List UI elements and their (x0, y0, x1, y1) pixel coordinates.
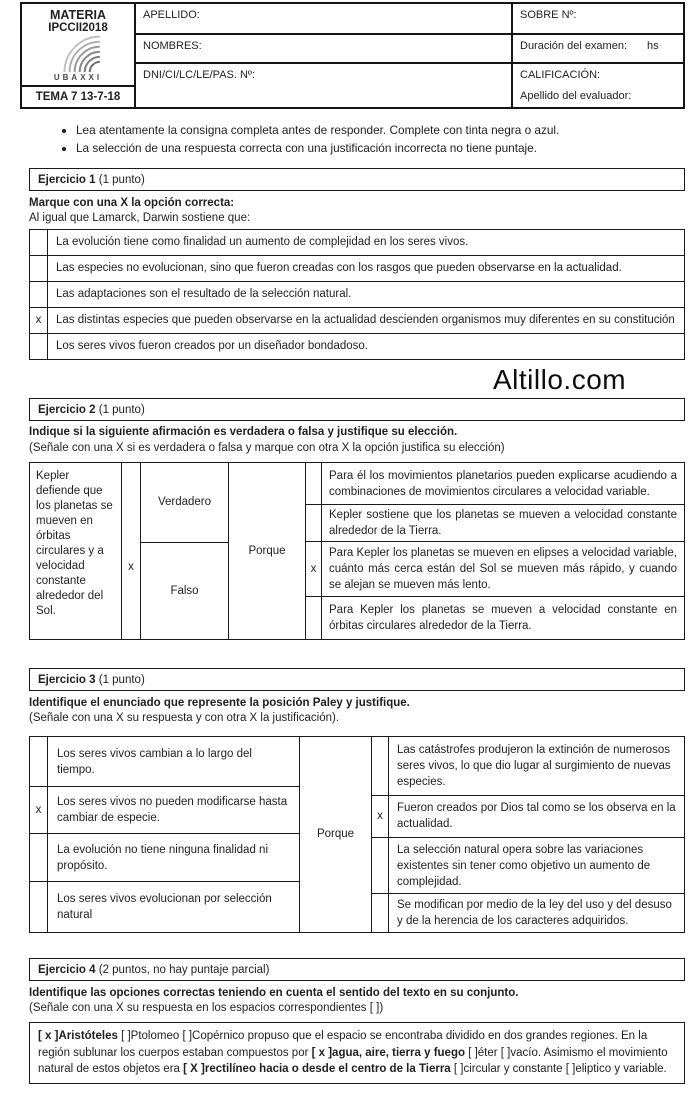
statement-mark-cell (30, 882, 48, 932)
ejercicio1-points: (1 punto) (95, 174, 145, 186)
fill-segment: [ ]éter [ ]vacío. Asimismo el movimiento natural de estos objetos era (38, 1046, 668, 1075)
duracion-unit: hs (647, 40, 659, 52)
instruction-item: • La selección de una respuesta correcta con una justificación incorrecta no tiene puntaje. (76, 140, 668, 156)
header-right-column (513, 4, 683, 107)
porque-connector: Porque (229, 463, 306, 639)
fill-segment: [ x ]Aristóteles (38, 1030, 118, 1042)
ejercicio1-instruction-bold: Marque con una X la opción correcta: (29, 197, 235, 209)
ejercicio1-header (29, 168, 685, 191)
justification-text: La selección natural opera sobre las variaciones existentes sin tener como objetivo un aumento de complejidad. (397, 843, 651, 888)
ejercicio2-justifications (306, 463, 684, 639)
ejercicio3-statements (30, 737, 300, 932)
justification-mark-cell (372, 737, 389, 795)
justification-row (372, 737, 684, 795)
justification-text: Para él los movimientos planetarios pueden explicarse acudiendo a combinaciones de movimientos circulares a velocidad variable. (329, 469, 677, 498)
option-text: Las adaptaciones son el resultado de la selección natural. (48, 282, 685, 308)
justification-row (306, 504, 684, 541)
porque-connector: Porque (300, 737, 372, 932)
justification-text: Kepler sostiene que los planetas se mueven a velocidad constante alrededor de la Tierra. (329, 509, 677, 537)
statement-mark-cell (30, 737, 48, 786)
statement-text: Los seres vivos cambian a lo largo del tiempo. (57, 747, 252, 776)
option-mark-cell (30, 334, 48, 360)
option-text: Los seres vivos fueron creados por un diseñador bondadoso. (48, 334, 685, 360)
justification-mark-cell (372, 894, 389, 932)
justification-mark-cell: x (372, 796, 389, 837)
apellido-field: APELLIDO: (136, 4, 511, 35)
fill-segment: [ ]circular y constante [ ]eliptico y variable. (450, 1063, 667, 1075)
ejercicio4-instruction-bold: Identifique las opciones correctas teniendo en cuenta el sentido del texto en su conjunto. (29, 987, 519, 999)
justification-mark-cell (306, 463, 322, 504)
ejercicio4-points: (2 puntos, no hay puntaje parcial) (95, 964, 270, 976)
ubaxxi-logo-icon (48, 35, 108, 72)
option-text: Las especies no evolucionan, sino que fueron creadas con los rasgos que pueden observarse en la actualidad. (48, 256, 685, 282)
option-mark-cell (30, 282, 48, 308)
option-mark-cell: x (30, 308, 48, 334)
ejercicio3-justifications (372, 737, 684, 932)
statement-row (30, 833, 299, 881)
calificacion-label: CALIFICACIÓN: (520, 69, 601, 81)
fill-segment: [ ]Ptolomeo [ ]Copérnico propuso que el espacio se encontraba dividido en dos grandes regiones. En la región sublunar los cuerpos estaban compuestos por (38, 1030, 648, 1059)
ejercicio1-instruction: Al igual que Lamarck, Darwin sostiene que: (29, 212, 251, 224)
materia-label: MATERIA (49, 8, 106, 22)
justification-mark-cell (306, 597, 322, 639)
justification-row (372, 893, 684, 932)
justification-row (372, 795, 684, 837)
calificacion-evaluador-cell (513, 64, 683, 107)
general-instructions (58, 122, 668, 158)
ejercicio2-points: (1 punto) (95, 404, 145, 416)
ejercicio2-title: Ejercicio 2 (38, 404, 96, 416)
dni-label: DNI/CI/LC/LE/PAS. Nº: (143, 69, 256, 81)
ejercicio2-instruction-bold: Indique si la siguiente afirmación es verdadera o falsa y justifique su elección. (29, 426, 458, 438)
ejercicio3-instruction: (Señale con una X su respuesta y con otra X la justificación). (29, 712, 340, 724)
justification-text: Fueron creados por Dios tal como se los observa en la actualidad. (397, 802, 676, 831)
statement-text: Los seres vivos no pueden modificarse hasta cambiar de especie. (57, 796, 288, 824)
evaluador-label: Apellido del evaluador: (520, 90, 632, 102)
statement-mark-cell: x (30, 787, 48, 833)
ubaxxi-logo-text: UBAXXI (53, 73, 103, 82)
ejercicio1-options-table (29, 229, 685, 360)
fill-segment: [ X ]rectilíneo hacia o desde el centro de la Tierra (183, 1063, 451, 1075)
justification-row (372, 837, 684, 893)
justification-row (306, 463, 684, 504)
vf-mark: x (128, 560, 134, 573)
ejercicio3-instruction-bold: Identifique el enunciado que represente la posición Paley y justifique. (29, 697, 410, 709)
justification-text: Para Kepler los planetas se mueven en elipses a velocidad variable, cuánto más cerca están del Sol se mueven más rápido, y cuando se alejan se mueven más lento. (329, 547, 677, 591)
option-row (30, 230, 685, 256)
ejercicio3-points: (1 punto) (95, 674, 145, 686)
vf-options-column (141, 463, 229, 639)
justification-mark-cell (372, 838, 389, 893)
vf-mark-cell (122, 463, 141, 639)
statement-mark-cell (30, 834, 48, 881)
statement-text: Los seres vivos evolucionan por selección natural (57, 893, 272, 921)
option-text: La evolución tiene como finalidad un aumento de complejidad en los seres vivos. (48, 230, 685, 256)
statement-row (30, 881, 299, 932)
header-logo-cell (22, 4, 136, 107)
duracion-label: Duración del examen: (520, 40, 628, 52)
justification-mark-cell (306, 505, 322, 541)
option-mark-cell (30, 256, 48, 282)
option-verdadero: Verdadero (141, 463, 228, 543)
sobre-field: SOBRE Nº: (513, 4, 683, 35)
option-row (30, 334, 685, 360)
statement-row (30, 786, 299, 833)
ejercicio2-table (29, 462, 685, 640)
option-row (30, 282, 685, 308)
justification-row (306, 541, 684, 596)
ejercicio4-text-box (29, 1022, 685, 1084)
dni-field (136, 64, 511, 107)
option-text: Las distintas especies que pueden observarse en la actualidad descienden organismos muy diferentes en su constitución (48, 308, 685, 334)
justification-text: Se modifican por medio de la ley del uso y del desuso y de la herencia de los caracteres adquiridos. (397, 899, 672, 928)
justification-mark-cell: x (306, 542, 322, 596)
ejercicio2-instruction: (Señale con una X si es verdadera o falsa y marque con otra X la opción justifica su elección) (29, 442, 505, 454)
altillo-watermark: Altillo.com (493, 364, 627, 395)
tema-label: TEMA 7 13-7-18 (22, 85, 134, 107)
ejercicio2-header (29, 398, 685, 421)
ejercicio4-header (29, 958, 685, 981)
option-falso: Falso (170, 584, 199, 597)
fill-segment: [ x ]agua, aire, tierra y fuego (311, 1046, 465, 1059)
header-middle-column (136, 4, 513, 107)
justification-text: Las catástrofes produjeron la extinción de numerosos seres vivos, lo que dio lugar al surgimiento de nuevas especies. (397, 743, 671, 788)
header-table (20, 2, 685, 109)
justification-row (306, 596, 684, 639)
materia-code: IPCCII2018 (48, 22, 108, 34)
ejercicio3-title: Ejercicio 3 (38, 674, 96, 686)
option-row (30, 308, 685, 334)
ejercicio2-statement: Kepler defiende que los planetas se mueven en órbitas circulares y a velocidad constante alrededor del Sol. (30, 463, 122, 639)
instruction-item: • Lea atentamente la consigna completa antes de responder. Complete con tinta negra o azul. (76, 122, 668, 138)
ejercicio4-instruction: (Señale con una X su respuesta en los espacios correspondientes [ ]) (29, 1002, 384, 1014)
option-mark-cell (30, 230, 48, 256)
ejercicio3-header (29, 668, 685, 691)
statement-text: La evolución no tiene ninguna finalidad ni propósito. (57, 843, 268, 872)
justification-text: Para Kepler los planetas se mueven a velocidad constante en órbitas circulares alrededor de la Tierra. (329, 604, 677, 632)
ejercicio3-table (29, 736, 685, 933)
option-row (30, 256, 685, 282)
duracion-field (513, 35, 683, 64)
ejercicio4-title: Ejercicio 4 (38, 964, 96, 976)
statement-row (30, 737, 299, 786)
nombres-field: NOMBRES: (136, 35, 511, 64)
ejercicio1-title: Ejercicio 1 (38, 174, 96, 186)
